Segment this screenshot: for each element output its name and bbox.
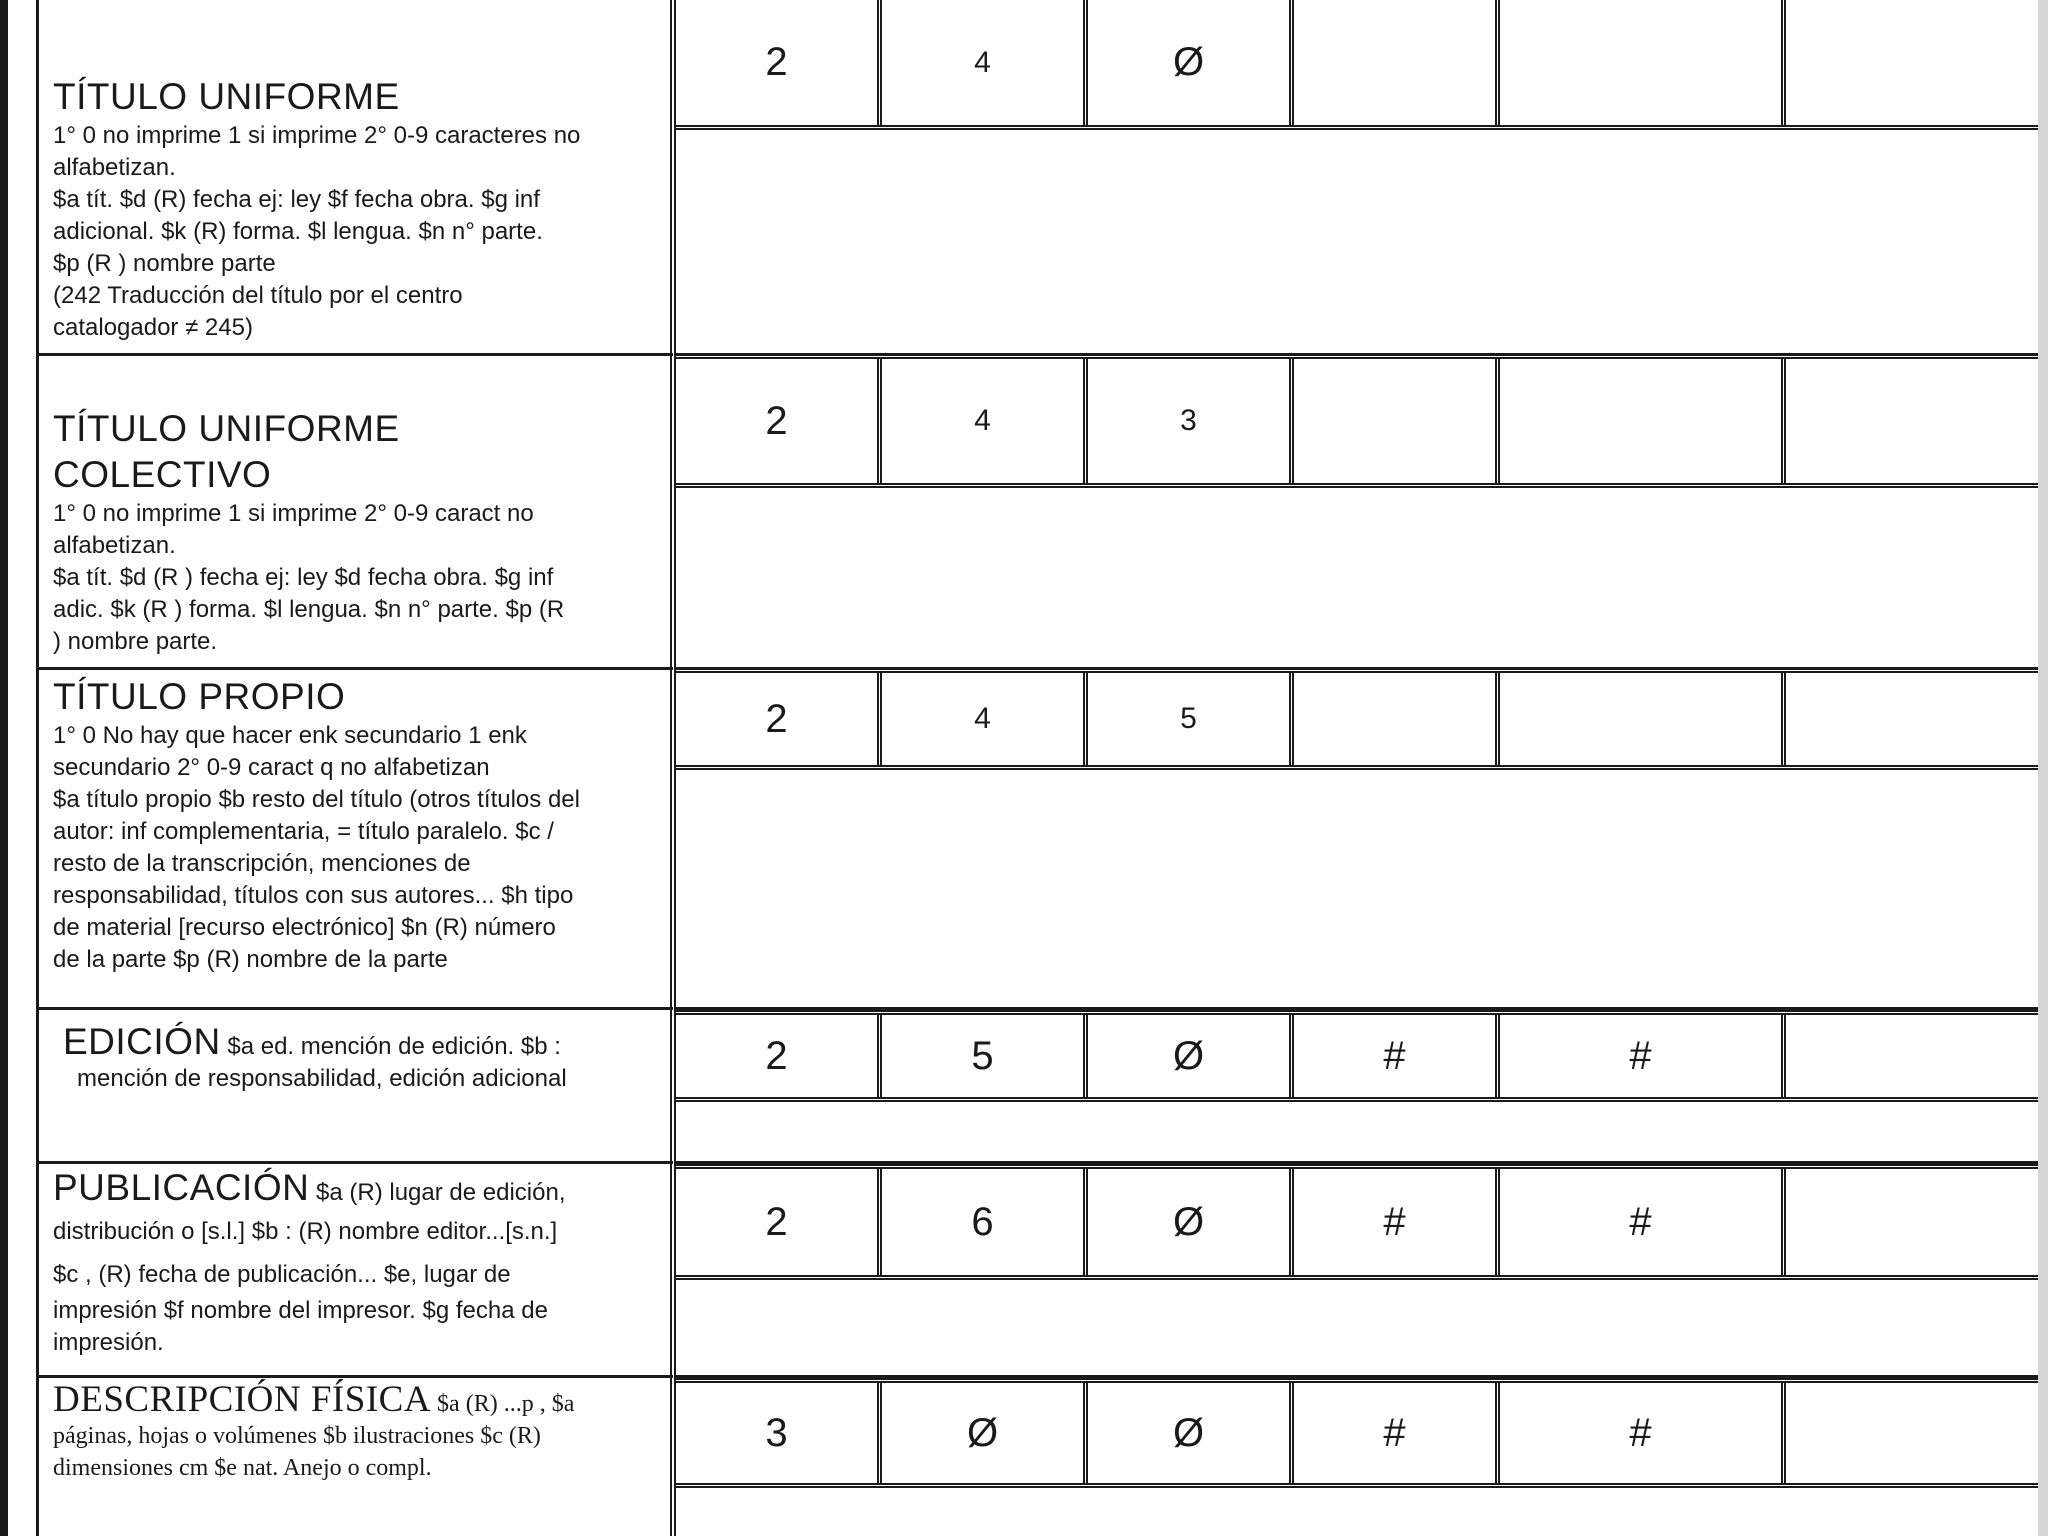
field-titulo-uniforme bbox=[39, 0, 673, 356]
tag-digit-cell[interactable]: 4 bbox=[882, 0, 1088, 125]
extra-cell[interactable] bbox=[1786, 359, 2038, 483]
indicator-cell[interactable]: # bbox=[1294, 1169, 1500, 1275]
tag-digit-cell[interactable]: 2 bbox=[676, 1169, 882, 1275]
marc-code-column bbox=[670, 0, 2038, 1536]
tag-digit-cell[interactable]: 2 bbox=[676, 1015, 882, 1097]
field-content-area[interactable] bbox=[676, 130, 2038, 356]
field-line: ) nombre parte. bbox=[53, 628, 218, 655]
field-line: 1° 0 No hay que hacer enk secundario 1 enk bbox=[53, 722, 527, 749]
page-edge-left bbox=[0, 0, 8, 1536]
extra-cell[interactable] bbox=[1786, 673, 2038, 765]
field-line: (242 Traducción del título por el centro bbox=[53, 282, 463, 309]
field-publicacion bbox=[39, 1164, 673, 1378]
extra-cell[interactable] bbox=[1786, 1015, 2038, 1097]
indicator-cell[interactable] bbox=[1294, 673, 1500, 765]
extra-cell[interactable] bbox=[1786, 0, 2038, 125]
tag-digit-cell[interactable]: 5 bbox=[1088, 673, 1294, 765]
field-line: de material [recurso electrónico] $n (R) número bbox=[53, 914, 556, 941]
field-line: mención de responsabilidad, edición adicional bbox=[77, 1065, 567, 1092]
code-row bbox=[676, 1010, 2038, 1102]
field-line: responsabilidad, títulos con sus autores... $h tipo bbox=[53, 882, 574, 909]
indicator-cell[interactable]: # bbox=[1500, 1383, 1786, 1483]
tag-digit-cell[interactable]: Ø bbox=[1088, 1169, 1294, 1275]
field-descripcion-fisica bbox=[39, 1378, 673, 1536]
field-title: TÍTULO PROPIO bbox=[53, 676, 346, 717]
indicator-cell[interactable]: # bbox=[1500, 1169, 1786, 1275]
indicator-cell[interactable] bbox=[1500, 0, 1786, 125]
indicator-cell[interactable] bbox=[1294, 0, 1500, 125]
field-line: alfabetizan. bbox=[53, 532, 176, 559]
tag-digit-cell[interactable]: 3 bbox=[676, 1383, 882, 1483]
indicator-cell[interactable]: # bbox=[1294, 1383, 1500, 1483]
tag-digit-cell[interactable]: 3 bbox=[1088, 359, 1294, 483]
field-title: PUBLICACIÓN bbox=[53, 1167, 310, 1208]
field-line: $a tít. $d (R ) fecha ej: ley $d fecha obra. $g inf bbox=[53, 564, 554, 591]
field-titulo-propio bbox=[39, 670, 673, 1010]
field-content-area[interactable] bbox=[676, 1280, 2038, 1378]
indicator-cell[interactable] bbox=[1500, 673, 1786, 765]
code-row bbox=[676, 1164, 2038, 1280]
indicator-cell[interactable] bbox=[1500, 359, 1786, 483]
field-line: distribución o [s.l.] $b : (R) nombre editor...[s.n.] bbox=[53, 1218, 558, 1245]
indicator-cell[interactable]: # bbox=[1294, 1015, 1500, 1097]
field-title: TÍTULO UNIFORME bbox=[53, 408, 400, 449]
field-content-area[interactable] bbox=[676, 488, 2038, 670]
tag-digit-cell[interactable]: 2 bbox=[676, 0, 882, 125]
field-line: catalogador ≠ 245) bbox=[53, 314, 253, 341]
tag-digit-cell[interactable]: 5 bbox=[882, 1015, 1088, 1097]
code-row bbox=[676, 354, 2038, 488]
code-row bbox=[676, 1378, 2038, 1488]
field-title-line bbox=[63, 1021, 663, 1063]
indicator-cell[interactable]: # bbox=[1500, 1015, 1786, 1097]
field-title: DESCRIPCIÓN FÍSICA bbox=[53, 1379, 432, 1420]
tag-digit-cell[interactable]: Ø bbox=[1088, 1015, 1294, 1097]
field-line: resto de la transcripción, menciones de bbox=[53, 850, 471, 877]
field-title: EDICIÓN bbox=[63, 1021, 221, 1062]
indicator-cell[interactable] bbox=[1294, 359, 1500, 483]
tag-digit-cell[interactable]: 4 bbox=[882, 673, 1088, 765]
field-content-area[interactable] bbox=[676, 1488, 2038, 1536]
field-line: impresión $f nombre del impresor. $g fecha de bbox=[53, 1297, 548, 1324]
field-line: impresión. bbox=[53, 1329, 164, 1356]
field-title: TÍTULO UNIFORME bbox=[53, 76, 400, 117]
code-row bbox=[676, 0, 2038, 130]
field-line: 1° 0 no imprime 1 si imprime 2° 0-9 caract no bbox=[53, 500, 534, 527]
tag-digit-cell[interactable]: 6 bbox=[882, 1169, 1088, 1275]
field-line: páginas, hojas o volúmenes $b ilustraciones $c (R) bbox=[53, 1423, 541, 1449]
field-title-rest: $a (R) ...p , $a bbox=[437, 1391, 575, 1417]
code-row bbox=[676, 668, 2038, 770]
field-titulo-uniforme-colectivo bbox=[39, 356, 673, 670]
field-line: adicional. $k (R) forma. $l lengua. $n n° parte. bbox=[53, 218, 543, 245]
field-content-area[interactable] bbox=[676, 770, 2038, 1010]
field-content-area[interactable] bbox=[676, 1102, 2038, 1164]
field-line: autor: inf complementaria, = título paralelo. $c / bbox=[53, 818, 554, 845]
tag-digit-cell[interactable]: Ø bbox=[882, 1383, 1088, 1483]
field-line: de la parte $p (R) nombre de la parte bbox=[53, 946, 448, 973]
tag-digit-cell[interactable]: 2 bbox=[676, 359, 882, 483]
field-descriptions-column bbox=[36, 0, 673, 1536]
extra-cell[interactable] bbox=[1786, 1383, 2038, 1483]
field-line: alfabetizan. bbox=[53, 154, 176, 181]
field-title-line bbox=[53, 1167, 663, 1209]
field-line: $a tít. $d (R) fecha ej: ley $f fecha obra. $g inf bbox=[53, 186, 540, 213]
field-line: $a título propio $b resto del título (otros títulos del bbox=[53, 786, 580, 813]
tag-digit-cell[interactable]: Ø bbox=[1088, 0, 1294, 125]
extra-cell[interactable] bbox=[1786, 1169, 2038, 1275]
marc-cataloging-form bbox=[36, 0, 2038, 1536]
field-line: $c , (R) fecha de publicación... $e, lugar de bbox=[53, 1261, 511, 1288]
page-edge-right bbox=[2038, 0, 2048, 1536]
field-title-rest: $a ed. mención de edición. $b : bbox=[227, 1033, 561, 1060]
field-line: adic. $k (R ) forma. $l lengua. $n n° parte. $p (R bbox=[53, 596, 565, 623]
field-line: 1° 0 no imprime 1 si imprime 2° 0-9 caracteres no bbox=[53, 122, 581, 149]
field-line: secundario 2° 0-9 caract q no alfabetizan bbox=[53, 754, 490, 781]
field-title-line bbox=[53, 1379, 663, 1420]
tag-digit-cell[interactable]: 4 bbox=[882, 359, 1088, 483]
field-title-rest: $a (R) lugar de edición, bbox=[316, 1179, 566, 1206]
field-line: $p (R ) nombre parte bbox=[53, 250, 276, 277]
field-title-cont: COLECTIVO bbox=[53, 454, 272, 495]
tag-digit-cell[interactable]: Ø bbox=[1088, 1383, 1294, 1483]
tag-digit-cell[interactable]: 2 bbox=[676, 673, 882, 765]
field-line: dimensiones cm $e nat. Anejo o compl. bbox=[53, 1455, 432, 1481]
field-edicion bbox=[39, 1010, 673, 1164]
